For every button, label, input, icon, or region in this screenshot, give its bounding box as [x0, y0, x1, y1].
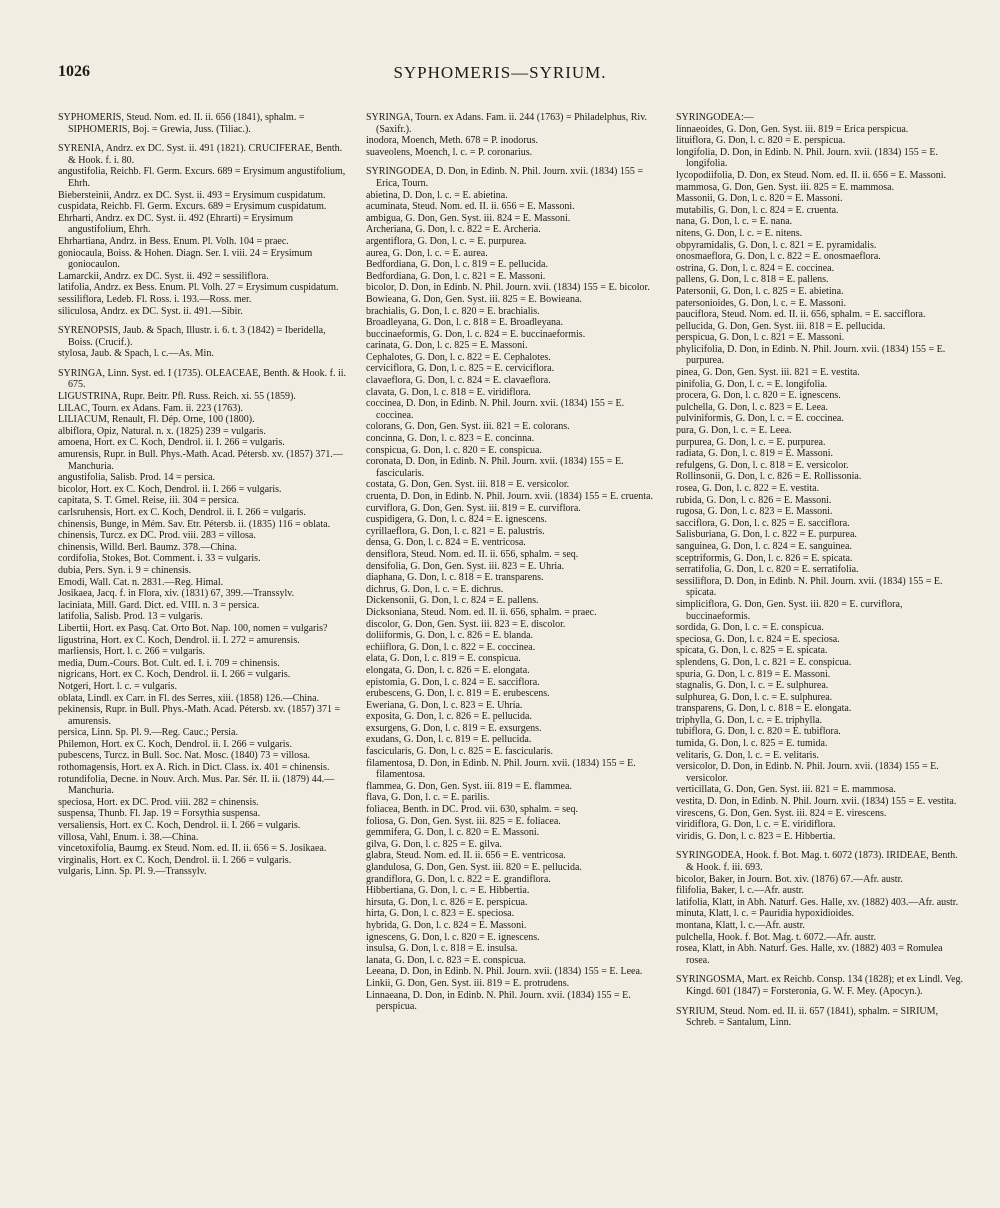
- index-entry: rosea, G. Don, l. c. 822 = E. vestita.: [676, 483, 820, 494]
- index-entry: diaphana, G. Don, l. c. 818 = E. transparens.: [366, 572, 544, 584]
- index-entry: echiiflora, G. Don, l. c. 822 = E. coccinea.: [366, 641, 536, 653]
- index-entry: SYRINGOSMA, Mart. ex Reichb. Consp. 134 (1828); et ex Lindl. Veg. Kingd. 601 (1847) = Forsteronia, G. W. F. Mey. (Apocyn.).: [676, 974, 964, 997]
- index-entry: obpyramidalis, G. Don, l. c. 821 = E. pyramidalis.: [676, 239, 877, 251]
- index-entry: goniocaula, Boiss. & Hohen. Diagn. Ser. I. viii. 24 = Erysimum goniocaulon.: [58, 247, 313, 271]
- index-entry: simpliciflora, G. Don, Gen. Syst. iii. 820 = E. curviflora, buccinaeformis.: [676, 598, 903, 622]
- index-entry: sanguinea, G. Don, l. c. 824 = E. sanguinea.: [676, 540, 852, 552]
- index-entry: conspicua, G. Don, l. c. 820 = E. conspicua.: [366, 444, 542, 456]
- index-entry: vulgaris, Linn. Sp. Pl. 9.—Transsylv.: [58, 866, 207, 878]
- index-entry: cyrillaeflora, G. Don, l. c. 821 = E. palustris.: [366, 525, 545, 537]
- index-entry: coccinea, D. Don, in Edinb. N. Phil. Journ. xvii. (1834) 155 = E. coccinea.: [366, 398, 625, 421]
- index-entry: exsurgens, G. Don, l. c. 819 = E. exsurgens.: [366, 722, 542, 734]
- index-entry: rosea, Klatt, in Abh. Naturf. Ges. Halle, xv. (1882) 403 = Romulea rosea.: [676, 943, 943, 966]
- index-entry: latifolia, Klatt, in Abh. Naturf. Ges. Halle, xv. (1882) 403.—Afr. austr.: [676, 896, 959, 908]
- index-entry: perspicua, G. Don, l. c. 821 = E. Massoni.: [676, 332, 845, 344]
- index-entry: cerviciflora, G. Don, l. c. 825 = E. cerviciflora.: [366, 363, 555, 375]
- index-entry: Patersonii, G. Don, l. c. 825 = E. abietina.: [676, 285, 844, 297]
- index-entry: minuta, Klatt, l. c. = Pauridia hypoxidioides.: [676, 908, 855, 920]
- index-entry: SYRENOPSIS, Jaub. & Spach, Illustr. i. 6. t. 3 (1842) = Iberidella, Boiss. (Crucif.).: [58, 325, 326, 348]
- index-entry: vincetoxifolia, Baumg. ex Steud. Nom. ed. II. ii. 656 = S. Josikaea.: [58, 843, 327, 855]
- index-entry: grandiflora, G. Don, l. c. 822 = E. grandiflora.: [366, 873, 551, 885]
- index-entry: elata, G. Don, l. c. 819 = E. conspicua.: [366, 653, 521, 665]
- index-entry: nitens, G. Don, l. c. = E. nitens.: [676, 227, 803, 239]
- index-entry: dichrus, G. Don, l. c. = E. dichrus.: [366, 583, 504, 595]
- index-entry: Bowieana, G. Don, Gen. Syst. iii. 825 = E. Bowieana.: [366, 293, 582, 305]
- index-entry: Libertii, Hort. ex Pasq. Cat. Orto Bot. Nap. 100, nomen = vulgaris?: [58, 622, 328, 634]
- index-entry: glandulosa, G. Don, Gen. Syst. iii. 820 = E. pellucida.: [366, 862, 582, 873]
- index-entry: Rollinsonii, G. Don, l. c. 826 = E. Rollissonia.: [676, 471, 862, 483]
- index-entry: pubescens, Turcz. in Bull. Soc. Nat. Mosc. (1840) 73 = villosa.: [58, 750, 311, 762]
- index-entry: discolor, G. Don, Gen. Syst. iii. 823 = E. discolor.: [366, 618, 566, 630]
- index-entry: pulchella, G. Don, l. c. 823 = E. Leea.: [676, 401, 828, 413]
- index-entry: abietina, D. Don, l. c. = E. abietina.: [366, 189, 508, 201]
- index-entry: Notgeri, Hort. l. c. = vulgaris.: [58, 680, 177, 692]
- index-entry: Leeana, D. Don, in Edinb. N. Phil. Journ. xvii. (1834) 155 = E. Leea.: [366, 966, 643, 978]
- index-entry: Biebersteinii, Andrz. ex DC. Syst. ii. 493 = Erysimum cuspidatum.: [58, 189, 326, 201]
- index-entry: patersonioides, G. Don, l. c. = E. Massoni.: [676, 297, 847, 309]
- entry-gap: [676, 842, 966, 850]
- index-entry: nigricans, Hort. ex C. Koch, Dendrol. ii. I. 266 = vulgaris.: [58, 669, 291, 681]
- index-entry: Emodi, Wall. Cat. n. 2831.—Reg. Himal.: [58, 576, 224, 588]
- index-entry: speciosa, Hort. ex DC. Prod. viii. 282 = chinensis.: [58, 796, 259, 808]
- index-entry: sordida, G. Don, l. c. = E. conspicua.: [676, 622, 824, 634]
- index-entry: triphylla, G. Don, l. c. = E. triphylla.: [676, 714, 823, 726]
- index-entry: tumida, G. Don, l. c. 825 = E. tumida.: [676, 738, 828, 750]
- index-entry: mutabilis, G. Don, l. c. 824 = E. cruenta.: [676, 204, 839, 216]
- index-entry: Linkii, G. Don, Gen. Syst. iii. 819 = E. protrudens.: [366, 977, 570, 989]
- index-entry: persica, Linn. Sp. Pl. 9.—Reg. Cauc.; Persia.: [58, 727, 238, 739]
- index-entry: Bedfordiana, G. Don, l. c. 821 = E. Massoni.: [366, 270, 546, 282]
- index-entry: amurensis, Rupr. in Bull. Phys.-Math. Acad. Pétersb. xv. (1857) 371.—Manchuria.: [58, 449, 343, 472]
- index-entry: densifolia, G. Don, Gen. Syst. iii. 823 = E. Uhria.: [366, 560, 565, 572]
- index-entry: serratifolia, G. Don, l. c. 820 = E. serratifolia.: [676, 564, 859, 576]
- index-entry: densa, G. Don, l. c. 824 = E. ventricosa.: [366, 537, 526, 549]
- index-entry: Ehrhartiana, Andrz. in Bess. Enum. Pl. Volh. 104 = praec.: [58, 235, 289, 247]
- index-entry: velitaris, G. Don, l. c. = E. velitaris.: [676, 749, 819, 761]
- index-entry: Josikaea, Jacq. f. in Flora, xiv. (1831) 67, 399.—Transsylv.: [58, 588, 295, 600]
- index-entry: pallens, G. Don, l. c. 818 = E. pallens.: [676, 274, 829, 286]
- index-entry: fascicularis, G. Don, l. c. 825 = E. fascicularis.: [366, 746, 553, 758]
- index-entry: carlsruhensis, Hort. ex C. Koch, Dendrol. ii. I. 266 = vulgaris.: [58, 507, 306, 518]
- index-entry: Dicksoniana, Steud. Nom. ed. II. ii. 656, sphalm. = praec.: [366, 606, 597, 618]
- index-entry: angustifolia, Reichb. Fl. Germ. Excurs. 689 = Erysimum angustifolium, Ehrh.: [58, 166, 346, 189]
- index-entry: virginalis, Hort. ex C. Koch, Dendrol. ii. I. 266 = vulgaris.: [58, 854, 292, 866]
- index-entry: viridis, G. Don, l. c. 823 = E. Hibbertia.: [676, 830, 836, 842]
- index-entry: colorans, G. Don, Gen. Syst. iii. 821 = E. colorans.: [366, 421, 570, 433]
- index-entry: suaveolens, Moench, l. c. = P. coronarius.: [366, 146, 533, 158]
- index-entry: gemmifera, G. Don, l. c. 820 = E. Massoni.: [366, 827, 540, 839]
- index-entry: LIGUSTRINA, Rupr. Beitr. Pfl. Russ. Reich. xi. 55 (1859).: [58, 391, 296, 403]
- index-entry: doliiformis, G. Don, l. c. 826 = E. blanda.: [366, 630, 534, 642]
- index-entry: lanata, G. Don, l. c. 823 = E. conspicua.: [366, 954, 526, 966]
- index-entry: cuspidigera, G. Don, l. c. 824 = E. ignescens.: [366, 514, 547, 526]
- index-entry: buccinaeformis, G. Don, l. c. 824 = E. buccinaeformis.: [366, 328, 586, 340]
- index-entry: flammea, G. Don, Gen. Syst. iii. 819 = E. flammea.: [366, 780, 572, 792]
- index-entry: stylosa, Jaub. & Spach, l. c.—As. Min.: [58, 348, 214, 360]
- index-entry: phylicifolia, D. Don, in Edinb. N. Phil. Journ. xvii. (1834) 155 = E. purpurea.: [676, 343, 946, 367]
- index-entry: onosmaeflora, G. Don, l. c. 822 = E. onosmaeflora.: [676, 251, 881, 263]
- index-entry: rugosa, G. Don, l. c. 823 = E. Massoni.: [676, 506, 833, 518]
- index-entry: sulphurea, G. Don, l. c. = E. sulphurea.: [676, 691, 833, 703]
- index-entry: insulsa, G. Don, l. c. 818 = E. insulsa.: [366, 943, 518, 955]
- index-entry: sacciflora, G. Don, l. c. 825 = E. sacciflora.: [676, 517, 850, 529]
- index-entry: stagnalis, G. Don, l. c. = E. sulphurea.: [676, 680, 829, 692]
- index-entry: mammosa, G. Don, Gen. Syst. iii. 825 = E. mammosa.: [676, 181, 895, 193]
- index-entry: cordifolia, Stokes, Bot. Comment. i. 33 = vulgaris.: [58, 553, 261, 565]
- index-entry: montana, Klatt, l. c.—Afr. austr.: [676, 919, 805, 931]
- index-entry: SYRINGODEA, Hook. f. Bot. Mag. t. 6072 (1873). IRIDEAE, Benth. & Hook. f. iii. 693.: [676, 850, 958, 873]
- index-entry: sceptriformis, G. Don, l. c. 826 = E. spicata.: [676, 552, 853, 564]
- index-entry: tubiflora, G. Don, l. c. 820 = E. tubiflora.: [676, 726, 841, 738]
- index-entry: virescens, G. Don, Gen. Syst. iii. 824 = E. virescens.: [676, 807, 887, 819]
- index-entry: radiata, G. Don, l. c. 819 = E. Massoni.: [676, 448, 834, 460]
- entry-gap: [58, 360, 350, 368]
- index-entry: verticillata, G. Don, Gen. Syst. iii. 821 = E. mammosa.: [676, 784, 896, 796]
- index-entry: coronata, D. Don, in Edinb. N. Phil. Journ. xvii. (1834) 155 = E. fascicularis.: [366, 456, 624, 479]
- index-entry: epistomia, G. Don, l. c. 824 = E. sacciflora.: [366, 676, 540, 688]
- index-entry: chinensis, Willd. Berl. Baumz. 378.—China.: [58, 541, 237, 553]
- index-entry: nana, G. Don, l. c. = E. nana.: [676, 216, 793, 228]
- index-entry: siliculosa, Andrz. ex DC. Syst. ii. 491.—Sibir.: [58, 305, 243, 317]
- index-entry: linnaeoides, G. Don, Gen. Syst. iii. 819 = Erica perspicua.: [676, 123, 909, 135]
- index-entry: bicolor, Baker, in Journ. Bot. xiv. (1876) 67.—Afr. austr.: [676, 873, 903, 885]
- index-entry: media, Dum.-Cours. Bot. Cult. ed. I. i. 709 = chinensis.: [58, 657, 280, 669]
- index-entry: hirsuta, G. Don, l. c. 826 = E. perspicua.: [366, 896, 528, 908]
- index-entry: lituiflora, G. Don, l. c. 820 = E. perspicua.: [676, 135, 846, 147]
- index-entry: speciosa, G. Don, l. c. 824 = E. speciosa.: [676, 633, 840, 645]
- index-entry: cruenta, D. Don, in Edinb. N. Phil. Journ. xvii. (1834) 155 = E. cruenta.: [366, 491, 653, 502]
- index-entry: concinna, G. Don, l. c. 823 = E. concinna.: [366, 433, 535, 445]
- index-entry: pellucida, G. Don, Gen. Syst. iii. 818 = E. pellucida.: [676, 320, 886, 332]
- index-entry: hirta, G. Don, l. c. 823 = E. speciosa.: [366, 908, 515, 920]
- index-entry: chinensis, Turcz. ex DC. Prod. viii. 283 = villosa.: [58, 530, 256, 542]
- index-entry: pekinensis, Rupr. in Bull. Phys.-Math. Acad. Pétersb. xv. (1857) 371 = amurensis.: [58, 704, 341, 727]
- index-entry: chinensis, Bunge, in Mém. Sav. Etr. Pétersb. ii. (1835) 116 = oblata.: [58, 518, 331, 530]
- index-entry: longifolia, D. Don, in Edinb. N. Phil. Journ. xvii. (1834) 155 = E. longifolia.: [676, 146, 939, 170]
- index-entry: curviflora, G. Don, Gen. Syst. iii. 819 = E. curviflora.: [366, 502, 581, 514]
- index-entry: pulviniformis, G. Don, l. c. = E. coccinea.: [676, 413, 844, 425]
- index-entry: Archeriana, G. Don, l. c. 822 = E. Archeria.: [366, 224, 541, 236]
- index-entry: inodora, Moench, Meth. 678 = P. inodorus.: [366, 135, 539, 147]
- index-entry: Eweriana, G. Don, l. c. 823 = E. Uhria.: [366, 699, 523, 711]
- index-entry: viridiflora, G. Don, l. c. = E. viridiflora.: [676, 819, 836, 831]
- index-entry: SYRENIA, Andrz. ex DC. Syst. ii. 491 (1821). CRUCIFERAE, Benth. & Hook. f. i. 80.: [58, 143, 343, 166]
- running-title: SYPHOMERIS—SYRIUM.: [393, 63, 607, 82]
- index-entry: refulgens, G. Don, l. c. 818 = E. versicolor.: [676, 459, 849, 471]
- index-entry: aurea, G. Don, l. c. = E. aurea.: [366, 247, 488, 259]
- index-entry: bicolor, D. Don, in Edinb. N. Phil. Journ. xvii. (1834) 155 = E. bicolor.: [366, 282, 650, 294]
- index-entry: Philemon, Hort. ex C. Koch, Dendrol. ii. I. 266 = vulgaris.: [58, 738, 292, 750]
- index-entry: laciniata, Mill. Gard. Dict. ed. VIII. n. 3 = persica.: [58, 599, 260, 611]
- index-entry: SYRINGODEA:—: [676, 112, 754, 123]
- index-entry: foliacea, Benth. in DC. Prod. vii. 630, sphalm. = seq.: [366, 804, 579, 816]
- index-entry: filamentosa, D. Don, in Edinb. N. Phil. Journ. xvii. (1834) 155 = E. filamentosa.: [366, 757, 636, 781]
- index-entry: procera, G. Don, l. c. 820 = E. ignescens.: [676, 390, 841, 402]
- index-entry: flava, G. Don, l. c. = E. parilis.: [366, 792, 490, 804]
- index-entry: Cephalotes, G. Don, l. c. 822 = E. Cephalotes.: [366, 351, 551, 363]
- index-entry: brachialis, G. Don, l. c. 820 = E. brachialis.: [366, 305, 540, 317]
- index-entry: villosa, Vahl, Enum. i. 38.—China.: [58, 831, 199, 843]
- column-1: [58, 112, 350, 878]
- index-entry: rothomagensis, Hort. ex A. Rich. in Dict. Class. ix. 401 = chinensis.: [58, 762, 330, 774]
- index-entry: splendens, G. Don, l. c. 821 = E. conspicua.: [676, 656, 852, 668]
- index-entry: versaliensis, Hort. ex C. Koch, Dendrol. ii. I. 266 = vulgaris.: [58, 820, 301, 832]
- index-entry: vestita, D. Don, in Edinb. N. Phil. Journ. xvii. (1834) 155 = E. vestita.: [676, 796, 957, 808]
- index-entry: pulchella, Hook. f. Bot. Mag. t. 6072.—Afr. austr.: [676, 931, 876, 943]
- index-entry: LILIACUM, Renault, Fl. Dép. Orne, 100 (1800).: [58, 414, 255, 426]
- index-entry: bicolor, Hort. ex C. Koch, Dendrol. ii. I. 266 = vulgaris.: [58, 483, 282, 495]
- index-entry: oblata, Lindl. ex Carr. in Fl. des Serres, xiii. (1858) 126.—China.: [58, 692, 320, 704]
- index-entry: SYRINGA, Linn. Syst. ed. I (1735). OLEACEAE, Benth. & Hook. f. ii. 675.: [58, 367, 347, 391]
- index-entry: ignescens, G. Don, l. c. 820 = E. ignescens.: [366, 931, 540, 943]
- index-entry: pura, G. Don, l. c. = E. Leea.: [676, 425, 792, 437]
- index-entry: exposita, G. Don, l. c. 826 = E. pellucida.: [366, 711, 532, 723]
- page-number: 1026: [58, 63, 90, 80]
- index-entry: pauciflora, Steud. Nom. ed. II. ii. 656, sphalm. = E. sacciflora.: [676, 309, 926, 321]
- index-entry: Linnaeana, D. Don, in Edinb. N. Phil. Journ. xvii. (1834) 155 = E. perspicua.: [366, 989, 631, 1013]
- index-entry: ostrina, G. Don, l. c. 824 = E. coccinea.: [676, 262, 835, 274]
- index-entry: Salisburiana, G. Don, l. c. 822 = E. purpurea.: [676, 529, 857, 541]
- index-entry: argentiflora, G. Don, l. c. = E. purpurea.: [366, 235, 527, 247]
- index-entry: ligustrina, Hort. ex C. Koch, Dendrol. ii. I. 272 = amurensis.: [58, 634, 300, 646]
- index-entry: exudans, G. Don, l. c. 819 = E. pellucida.: [366, 734, 532, 746]
- entry-gap: [676, 966, 966, 974]
- index-entry: latifolia, Andrz. ex Bess. Enum. Pl. Volh. 27 = Erysimum cuspidatum.: [58, 282, 339, 294]
- index-entry: spuria, G. Don, l. c. 819 = E. Massoni.: [676, 668, 831, 680]
- column-2: [366, 112, 658, 1013]
- index-entry: amoena, Hort. ex C. Koch, Dendrol. ii. I. 266 = vulgaris.: [58, 437, 285, 449]
- index-entry: densiflora, Steud. Nom. ed. II. ii. 656, sphalm. = seq.: [366, 548, 579, 560]
- entry-gap: [366, 158, 658, 166]
- index-entry: spicata, G. Don, l. c. 825 = E. spicata.: [676, 645, 828, 657]
- index-entry: rotundifolia, Decne. in Nouv. Arch. Mus. Par. Sér. II. ii. (1879) 44.—Manchuria.: [58, 773, 335, 797]
- index-entry: versicolor, D. Don, in Edinb. N. Phil. Journ. xvii. (1834) 155 = E. versicolor.: [676, 761, 939, 784]
- index-entry: pinea, G. Don, Gen. Syst. iii. 821 = E. vestita.: [676, 367, 860, 379]
- index-entry: Dickensonii, G. Don, l. c. 824 = E. pallens.: [366, 595, 539, 607]
- index-entry: dubia, Pers. Syn. i. 9 = chinensis.: [58, 564, 192, 576]
- index-entry: purpurea, G. Don, l. c. = E. purpurea.: [676, 436, 826, 448]
- index-entry: clavaeflora, G. Don, l. c. 824 = E. clavaeflora.: [366, 375, 551, 387]
- index-entry: costata, G. Don, Gen. Syst. iii. 818 = E. versicolor.: [366, 479, 570, 491]
- index-entry: SYRINGA, Tourn. ex Adans. Fam. ii. 244 (1763) = Philadelphus, Riv. (Saxifr.).: [366, 112, 648, 135]
- index-entry: ambigua, G. Don, Gen. Syst. iii. 824 = E. Massoni.: [366, 212, 571, 224]
- index-entry: acuminata, Steud. Nom. ed. II. ii. 656 = E. Massoni.: [366, 201, 575, 213]
- column-3: [676, 112, 966, 1029]
- index-entry: elongata, G. Don, l. c. 826 = E. elongata.: [366, 664, 530, 676]
- index-entry: foliosa, G. Don, Gen. Syst. iii. 825 = E. foliacea.: [366, 815, 561, 827]
- index-entry: cuspidata, Reichb. Fl. Germ. Excurs. 689 = Erysimum cuspidatum.: [58, 201, 327, 213]
- index-entry: albiflora, Opiz, Natural. n. x. (1825) 239 = vulgaris.: [58, 425, 266, 437]
- index-entry: transparens, G. Don, l. c. 818 = E. elongata.: [676, 703, 852, 715]
- entry-gap: [676, 998, 966, 1006]
- index-entry: SYRINGODEA, D. Don, in Edinb. N. Phil. Journ. xvii. (1834) 155 = Erica, Tourn.: [366, 166, 644, 189]
- index-entry: glabra, Steud. Nom. ed. II. ii. 656 = E. ventricosa.: [366, 850, 566, 862]
- index-entry: capitata, S. T. Gmel. Reise, iii. 304 = persica.: [58, 495, 240, 507]
- index-entry: marliensis, Hort. l. c. 266 = vulgaris.: [58, 646, 206, 658]
- index-entry: carinata, G. Don, l. c. 825 = E. Massoni.: [366, 340, 528, 352]
- index-entry: sessiliflora, D. Don, in Edinb. N. Phil. Journ. xvii. (1834) 155 = E. spicata.: [676, 575, 943, 599]
- index-entry: pinifolia, G. Don, l. c. = E. longifolia.: [676, 378, 828, 390]
- index-entry: erubescens, G. Don, l. c. 819 = E. erubescens.: [366, 688, 550, 700]
- index-entry: Massonii, G. Don, l. c. 820 = E. Massoni.: [676, 193, 843, 205]
- index-entry: filifolia, Baker, l. c.—Afr. austr.: [676, 885, 804, 897]
- index-entry: clavata, G. Don, l. c. 818 = E. viridiflora.: [366, 386, 531, 398]
- index-entry: Broadleyana, G. Don, l. c. 818 = E. Broadleyana.: [366, 317, 563, 329]
- index-entry: Ehrharti, Andrz. ex DC. Syst. ii. 492 (Ehrarti) = Erysimum angustifolium, Ehrh.: [58, 212, 294, 236]
- index-entry: angustifolia, Salisb. Prod. 14 = persica.: [58, 472, 216, 484]
- index-entry: LILAC, Tourn. ex Adans. Fam. ii. 223 (1763).: [58, 402, 243, 414]
- index-entry: gilva, G. Don, l. c. 825 = E. gilva.: [366, 838, 502, 850]
- index-entry: Bedfordiana, G. Don, l. c. 819 = E. pellucida.: [366, 259, 548, 271]
- entry-gap: [58, 317, 350, 325]
- index-entry: Lamarckii, Andrz. ex DC. Syst. ii. 492 = sessiliflora.: [58, 270, 269, 282]
- index-entry: SYPHOMERIS, Steud. Nom. ed. II. ii. 656 (1841), sphalm. = SIPHOMERIS, Boj. = Grewia, Juss. (Tiliac.).: [58, 112, 305, 135]
- index-entry: rubida, G. Don, l. c. 826 = E. Massoni.: [676, 494, 832, 506]
- index-entry: suspensa, Thunb. Fl. Jap. 19 = Forsythia suspensa.: [58, 808, 261, 820]
- index-entry: latifolia, Salisb. Prod. 13 = vulgaris.: [58, 611, 203, 623]
- index-entry: sessiliflora, Ledeb. Fl. Ross. i. 193.—Ross. mer.: [58, 293, 252, 305]
- index-entry: SYRIUM, Steud. Nom. ed. II. ii. 657 (1841), sphalm. = SIRIUM, Schreb. = Santalum, Linn.: [676, 1005, 939, 1029]
- entry-gap: [58, 135, 350, 143]
- index-entry: Hibbertiana, G. Don, l. c. = E. Hibbertia.: [366, 885, 530, 897]
- index-entry: hybrida, G. Don, l. c. 824 = E. Massoni.: [366, 919, 527, 931]
- index-entry: lycopodiifolia, D. Don, ex Steud. Nom. ed. II. ii. 656 = E. Massoni.: [676, 169, 947, 181]
